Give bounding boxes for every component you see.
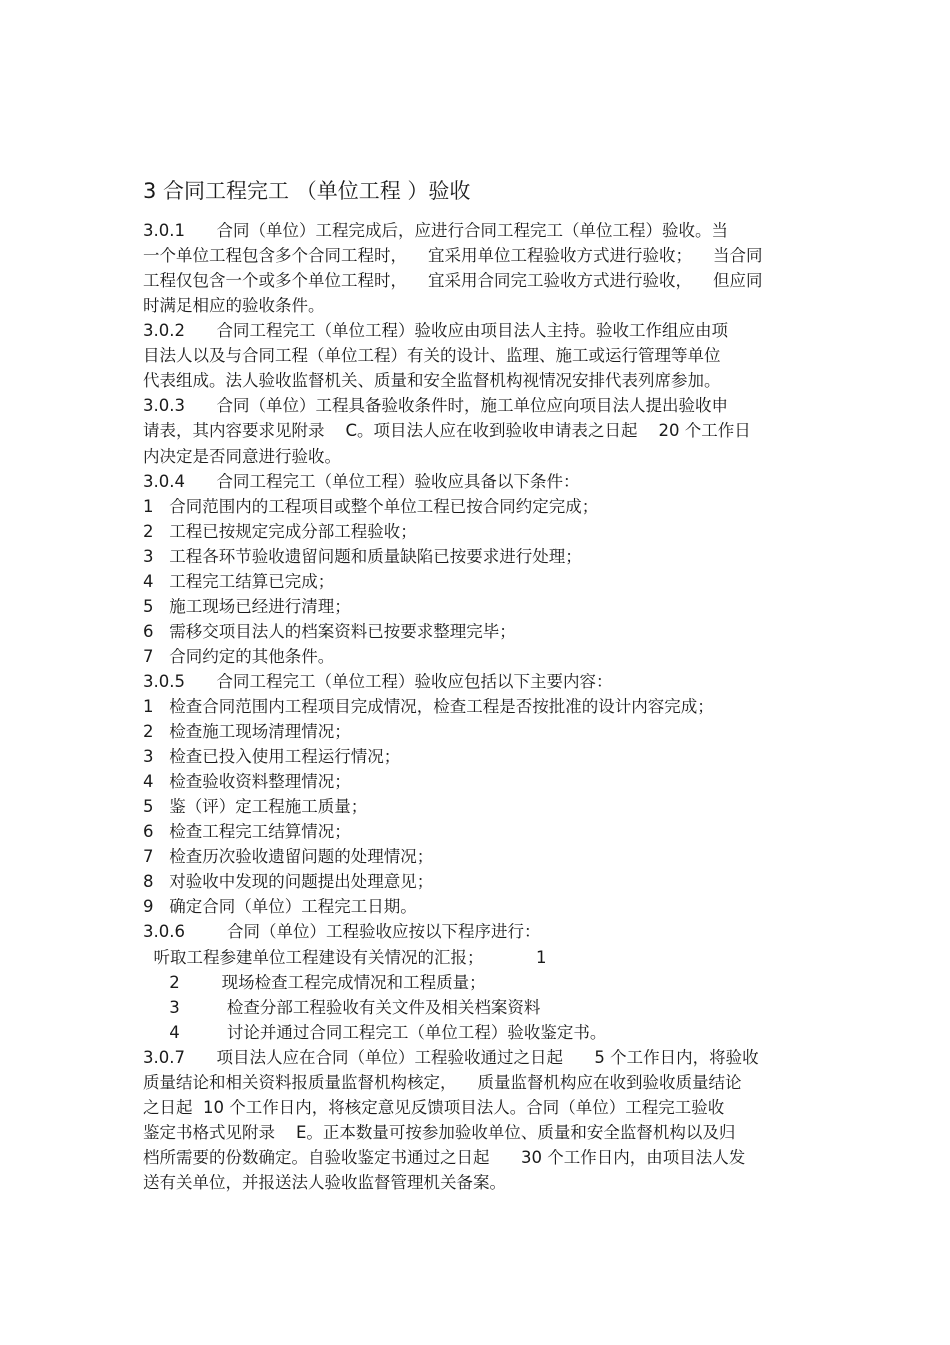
text-line: 7 检查历次验收遗留问题的处理情况； — [143, 847, 434, 867]
text-line: 2 工程已按规定完成分部工程验收； — [143, 521, 417, 541]
text-line: 送有关单位，并报送法人验收监督管理机关备案。 — [143, 1172, 506, 1192]
text-line: 3 工程各环节验收遗留问题和质量缺陷已按要求进行处理； — [143, 546, 582, 566]
text-line: 目法人以及与合同工程（单位工程）有关的设计、监理、施工或运行管理等单位 — [143, 346, 721, 366]
text-line: 5 施工现场已经进行清理； — [143, 596, 351, 616]
text-line: 听取工程参建单位工程建设有关情况的汇报； 1 — [143, 947, 547, 967]
text-line: 一个单位工程包含多个合同工程时， 宜采用单位工程验收方式进行验收； 当合同 — [143, 246, 763, 266]
text-line: 7 合同约定的其他条件。 — [143, 646, 335, 666]
text-line: 代表组成。法人验收监督机关、质量和安全监督机构视情况安排代表列席参加。 — [143, 371, 721, 391]
text-line: 2 现场检查工程完成情况和工程质量； — [143, 972, 486, 992]
text-line: 3.0.2 合同工程完工（单位工程）验收应由项目法人主持。验收工作组应由项 — [143, 321, 728, 341]
text-line: 6 检查工程完工结算情况； — [143, 822, 351, 842]
text-line: 4 检查验收资料整理情况； — [143, 772, 351, 792]
text-line: 5 鉴（评）定工程施工质量； — [143, 797, 368, 817]
text-line: 1 检查合同范围内工程项目完成情况，检查工程是否按批准的设计内容完成； — [143, 697, 714, 716]
text-line: 9 确定合同（单位）工程完工日期。 — [143, 897, 417, 917]
text-line: 3.0.7 项目法人应在合同（单位）工程验收通过之日起 5 个工作日内，将验收 — [143, 1047, 759, 1067]
text-line: 1 合同范围内的工程项目或整个单位工程已按合同约定完成； — [143, 496, 599, 516]
text-line: 2 检查施工现场清理情况； — [143, 722, 351, 741]
text-line: 3.0.5 合同工程完工（单位工程）验收应包括以下主要内容： — [143, 671, 613, 691]
section-heading: 3 合同工程完工 （单位工程 ）验收 — [143, 179, 471, 203]
text-line: 6 需移交项目法人的档案资料已按要求整理完毕； — [143, 621, 516, 641]
text-line: 4 讨论并通过合同工程完工（单位工程）验收鉴定书。 — [143, 1022, 607, 1042]
text-line: 8 对验收中发现的问题提出处理意见； — [143, 872, 434, 892]
text-line: 档所需要的份数确定。自验收鉴定书通过之日起 30 个工作日内，由项目法人发 — [143, 1147, 746, 1167]
text-line: 3.0.1 合同（单位）工程完成后，应进行合同工程完工（单位工程）验收。当 — [143, 221, 728, 240]
text-line: 3 检查已投入使用工程运行情况； — [143, 747, 401, 767]
text-line: 工程仅包含一个或多个单位工程时， 宜采用合同完工验收方式进行验收， 但应同 — [143, 271, 763, 291]
text-line: 质量结论和相关资料报质量监督机构核定， 质量监督机构应在收到验收质量结论 — [143, 1072, 742, 1092]
text-line: 3.0.6 合同（单位）工程验收应按以下程序进行： — [143, 922, 541, 942]
text-line: 3 检查分部工程验收有关文件及相关档案资料 — [143, 997, 541, 1017]
text-line: 请表，其内容要求见附录 C。项目法人应在收到验收申请表之日起 20 个工作日 — [143, 421, 751, 441]
text-line: 之日起 10 个工作日内，将核定意见反馈项目法人。合同（单位）工程完工验收 — [143, 1097, 725, 1117]
text-line: 4 工程完工结算已完成； — [143, 571, 335, 591]
text-line: 时满足相应的验收条件。 — [143, 296, 325, 316]
text-line: 鉴定书格式见附录 E。正本数量可按参加验收单位、质量和安全监督机构以及归 — [143, 1122, 736, 1142]
text-line: 3.0.4 合同工程完工（单位工程）验收应具备以下条件： — [143, 471, 580, 491]
text-line: 3.0.3 合同（单位）工程具备验收条件时，施工单位应向项目法人提出验收申 — [143, 396, 728, 416]
text-line: 内决定是否同意进行验收。 — [143, 446, 341, 466]
